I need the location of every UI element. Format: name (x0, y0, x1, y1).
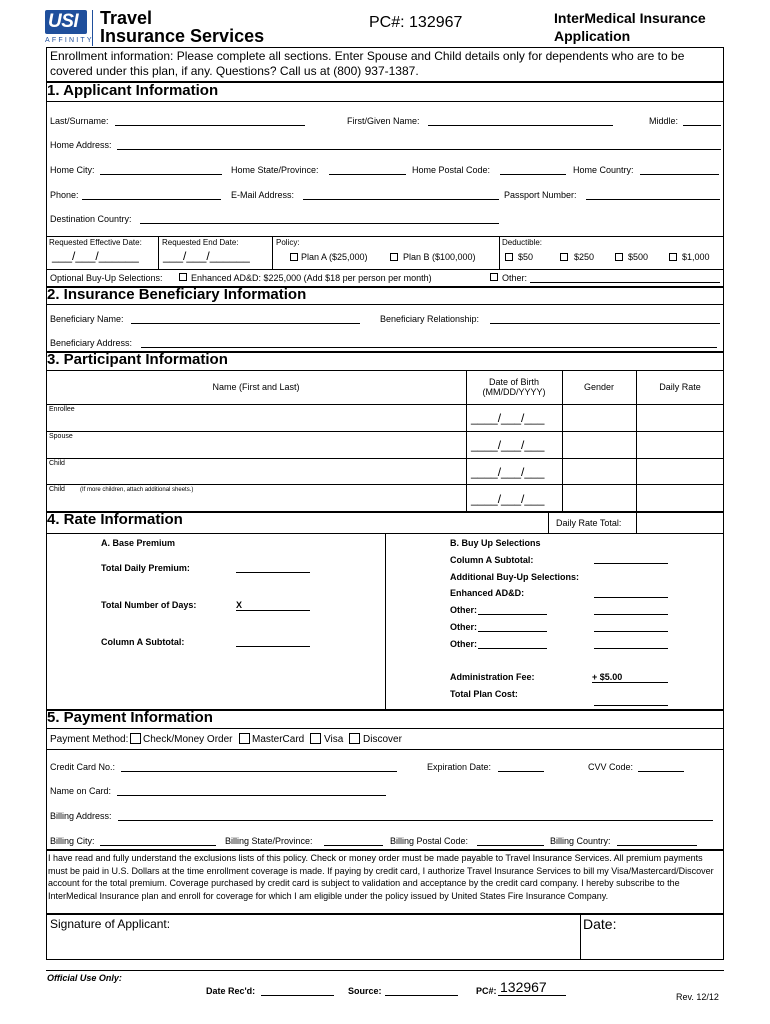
home-address-field[interactable] (117, 149, 721, 150)
deductible-50-label: $50 (518, 252, 534, 262)
billing-city-label: Billing City: (50, 836, 95, 846)
enhanced-add-checkbox[interactable] (179, 273, 187, 281)
deductible-250-checkbox[interactable] (560, 253, 568, 261)
b-col-a-subtotal-label: Column A Subtotal: (450, 555, 534, 565)
email-field[interactable] (303, 199, 499, 200)
deductible-500-checkbox[interactable] (615, 253, 623, 261)
home-city-field[interactable] (100, 174, 222, 175)
billing-state-field[interactable] (324, 845, 383, 846)
date-recd-field[interactable] (261, 995, 334, 996)
more-children-note: (If more children, attach additional sheets.) (80, 487, 194, 493)
section5-title: 5. Payment Information (47, 709, 213, 726)
col-gender-header: Gender (583, 382, 615, 392)
b-other1-amount-field[interactable] (594, 614, 668, 615)
date-field[interactable] (581, 934, 723, 959)
plan-a-checkbox[interactable] (290, 253, 298, 261)
cvv-label: CVV Code: (588, 762, 634, 772)
row-child1-label: Child (49, 460, 65, 467)
section4-title: 4. Rate Information (47, 511, 183, 528)
col-name-header: Name (First and Last) (212, 382, 300, 392)
deductible-1000-label: $1,000 (682, 252, 710, 262)
deductible-500-label: $500 (628, 252, 649, 262)
expiration-label: Expiration Date: (427, 762, 492, 772)
form-title-line2: Application (554, 28, 631, 44)
legal-text: I have read and fully understand the exclusions lists of this policy. Check or money order must be made payable to Travel Insurance Services. All premium payments must be paid in U.S. Dollars at the time enrollment coverage is made. If paying by credit card, I authorize Travel Insurance Services to bill my Visa/Mastercard/Discover account for the total premium. Coverage purchased by credit card is subject to validation and acceptance by the credit card company. I hereby subscribe to the InterMedical Insurance plan and enroll for coverage for which I am eligible under the policy issued by United States Fire Insurance Company. (48, 853, 714, 901)
home-city-label: Home City: (50, 165, 95, 175)
beneficiary-name-label: Beneficiary Name: (50, 314, 124, 324)
phone-label: Phone: (50, 190, 79, 200)
row-enrollee-label: Enrollee (49, 406, 75, 413)
daily-rate-total-label: Daily Rate Total: (556, 518, 622, 528)
last-name-field[interactable] (115, 125, 305, 126)
form-title-line1: InterMedical Insurance (554, 10, 706, 26)
end-date-label: Requested End Date: (162, 238, 239, 247)
passport-label: Passport Number: (504, 190, 577, 200)
home-postal-label: Home Postal Code: (412, 165, 491, 175)
section1-title: 1. Applicant Information (47, 82, 219, 99)
logo-text: USI (48, 11, 79, 32)
deductible-1000-checkbox[interactable] (669, 253, 677, 261)
logo-subtitle: AFFINITY (45, 37, 94, 44)
home-state-field[interactable] (329, 174, 406, 175)
dob-enrollee-field[interactable]: ____/___/___ (471, 411, 545, 425)
base-premium-title: A. Base Premium (101, 538, 176, 548)
email-label: E-Mail Address: (231, 190, 295, 200)
b-enhanced-add-label: Enhanced AD&D: (450, 588, 525, 598)
b-other2-amount-field[interactable] (594, 631, 668, 632)
name-on-card-field[interactable] (117, 795, 386, 796)
destination-label: Destination Country: (50, 214, 132, 224)
row-spouse-label: Spouse (49, 433, 73, 440)
effective-date-field[interactable]: ___/___/______ (52, 249, 139, 263)
dob-child2-field[interactable]: ____/___/___ (471, 492, 545, 506)
total-days-label: Total Number of Days: (101, 600, 197, 610)
first-name-field[interactable] (428, 125, 613, 126)
passport-field[interactable] (586, 199, 720, 200)
source-field[interactable] (385, 995, 458, 996)
section2-title: 2. Insurance Beneficiary Information (47, 286, 307, 303)
buyup-selections-title: B. Buy Up Selections (450, 538, 541, 548)
signature-label: Signature of Applicant: (50, 917, 171, 931)
other-buyup-label: Other: (502, 273, 528, 283)
billing-country-field[interactable] (617, 845, 697, 846)
official-use-label: Official Use Only: (47, 973, 122, 983)
mastercard-checkbox[interactable] (239, 733, 250, 744)
date-recd-label: Date Rec'd: (206, 986, 256, 996)
total-plan-cost-field[interactable] (594, 705, 668, 706)
name-on-card-label: Name on Card: (50, 786, 112, 796)
middle-name-field[interactable] (683, 125, 721, 126)
row-child2-label: Child (49, 486, 65, 493)
billing-state-label: Billing State/Province: (225, 836, 313, 846)
intro-text: Enrollment information: Please complete all sections. Enter Spouse and Child details only for dependents who are to be covered under this plan, if any. Questions? Call us at (800) 937-1387. (50, 49, 685, 78)
phone-field[interactable] (82, 199, 221, 200)
discover-label: Discover (363, 734, 402, 745)
buyup-label: Optional Buy-Up Selections: (50, 273, 163, 283)
billing-address-field[interactable] (118, 820, 713, 821)
cvv-field[interactable] (638, 771, 684, 772)
home-postal-field[interactable] (500, 174, 566, 175)
deductible-label: Deductible: (502, 238, 543, 247)
billing-address-label: Billing Address: (50, 811, 112, 821)
home-country-label: Home Country: (573, 165, 634, 175)
check-money-order-label: Check/Money Order (143, 734, 233, 745)
last-name-label: Last/Surname: (50, 116, 109, 126)
b-other2-name-field[interactable] (478, 631, 547, 632)
payment-method-label: Payment Method: (50, 734, 129, 745)
beneficiary-address-field[interactable] (141, 347, 717, 348)
end-date-field[interactable]: ___/___/______ (163, 249, 250, 263)
dob-child1-field[interactable]: ____/___/___ (471, 465, 545, 479)
mastercard-label: MasterCard (252, 734, 305, 745)
home-state-label: Home State/Province: (231, 165, 319, 175)
beneficiary-name-field[interactable] (131, 323, 360, 324)
deductible-50-checkbox[interactable] (505, 253, 513, 261)
additional-buyup-label: Additional Buy-Up Selections: (450, 572, 580, 582)
home-address-label: Home Address: (50, 140, 112, 150)
middle-name-label: Middle: (649, 116, 679, 126)
section3-title: 3. Participant Information (47, 351, 228, 368)
admin-fee-label: Administration Fee: (450, 672, 535, 682)
b-other3-name-field[interactable] (478, 648, 547, 649)
other-buyup-checkbox[interactable] (490, 273, 498, 281)
b-enhanced-add-field[interactable] (594, 597, 668, 598)
total-plan-cost-label: Total Plan Cost: (450, 689, 518, 699)
b-other1-name-field[interactable] (478, 614, 547, 615)
total-daily-premium-label: Total Daily Premium: (101, 563, 190, 573)
plan-b-checkbox[interactable] (390, 253, 398, 261)
policy-label: Policy: (276, 238, 300, 247)
col-dob-header (466, 370, 562, 404)
date-label: Date: (583, 916, 617, 932)
col-a-subtotal-field[interactable] (236, 646, 310, 647)
office-pc-label: PC#: (476, 986, 497, 996)
credit-card-label: Credit Card No.: (50, 762, 116, 772)
plan-a-label: Plan A ($25,000) (301, 252, 368, 262)
destination-field[interactable] (140, 223, 499, 224)
office-pc-value: 132967 (500, 979, 547, 995)
section5-box (46, 710, 724, 850)
b-col-a-subtotal-field[interactable] (594, 563, 668, 564)
b-other1-label: Other: (450, 605, 477, 615)
col-dob-line1: Date of Birth (488, 377, 540, 387)
beneficiary-relationship-field[interactable] (490, 323, 720, 324)
office-pc-line (498, 995, 566, 996)
billing-city-field[interactable] (100, 845, 216, 846)
deductible-250-label: $250 (574, 252, 595, 262)
visa-label: Visa (324, 734, 344, 745)
discover-checkbox[interactable] (349, 733, 360, 744)
beneficiary-address-label: Beneficiary Address: (50, 338, 133, 348)
col-dob-line2: (MM/DD/YYYY) (482, 387, 546, 397)
signature-field[interactable] (47, 932, 579, 959)
enhanced-add-label: Enhanced AD&D: $225,000 (Add $18 per person per month) (191, 273, 432, 283)
home-country-field[interactable] (640, 174, 719, 175)
beneficiary-relationship-label: Beneficiary Relationship: (380, 314, 480, 324)
company-name-line2: Insurance Services (100, 26, 265, 46)
check-money-order-checkbox[interactable] (130, 733, 141, 744)
total-days-x: X (236, 600, 243, 610)
b-other3-label: Other: (450, 639, 477, 649)
expiration-field[interactable] (498, 771, 544, 772)
usi-logo (45, 10, 87, 34)
effective-date-label: Requested Effective Date: (49, 238, 142, 247)
billing-postal-label: Billing Postal Code: (390, 836, 469, 846)
visa-checkbox[interactable] (310, 733, 321, 744)
billing-postal-field[interactable] (477, 845, 544, 846)
source-label: Source: (348, 986, 382, 996)
admin-fee-value: + $5.00 (592, 672, 623, 682)
b-other3-amount-field[interactable] (594, 648, 668, 649)
first-name-label: First/Given Name: (347, 116, 420, 126)
admin-fee-line (592, 682, 668, 683)
company-name-line1: Travel (100, 8, 153, 28)
dob-spouse-field[interactable]: ____/___/___ (471, 438, 545, 452)
other-buyup-field[interactable] (530, 282, 720, 283)
revision-label: Rev. 12/12 (676, 992, 719, 1002)
b-other2-label: Other: (450, 622, 477, 632)
total-daily-premium-field[interactable] (236, 572, 310, 573)
col-rate-header: Daily Rate (659, 382, 701, 392)
billing-country-label: Billing Country: (550, 836, 611, 846)
total-days-field[interactable] (236, 610, 310, 611)
col-a-subtotal-label: Column A Subtotal: (101, 637, 185, 647)
plan-b-label: Plan B ($100,000) (403, 252, 476, 262)
policy-code: PC#: 132967 (369, 14, 463, 31)
credit-card-field[interactable] (121, 771, 397, 772)
